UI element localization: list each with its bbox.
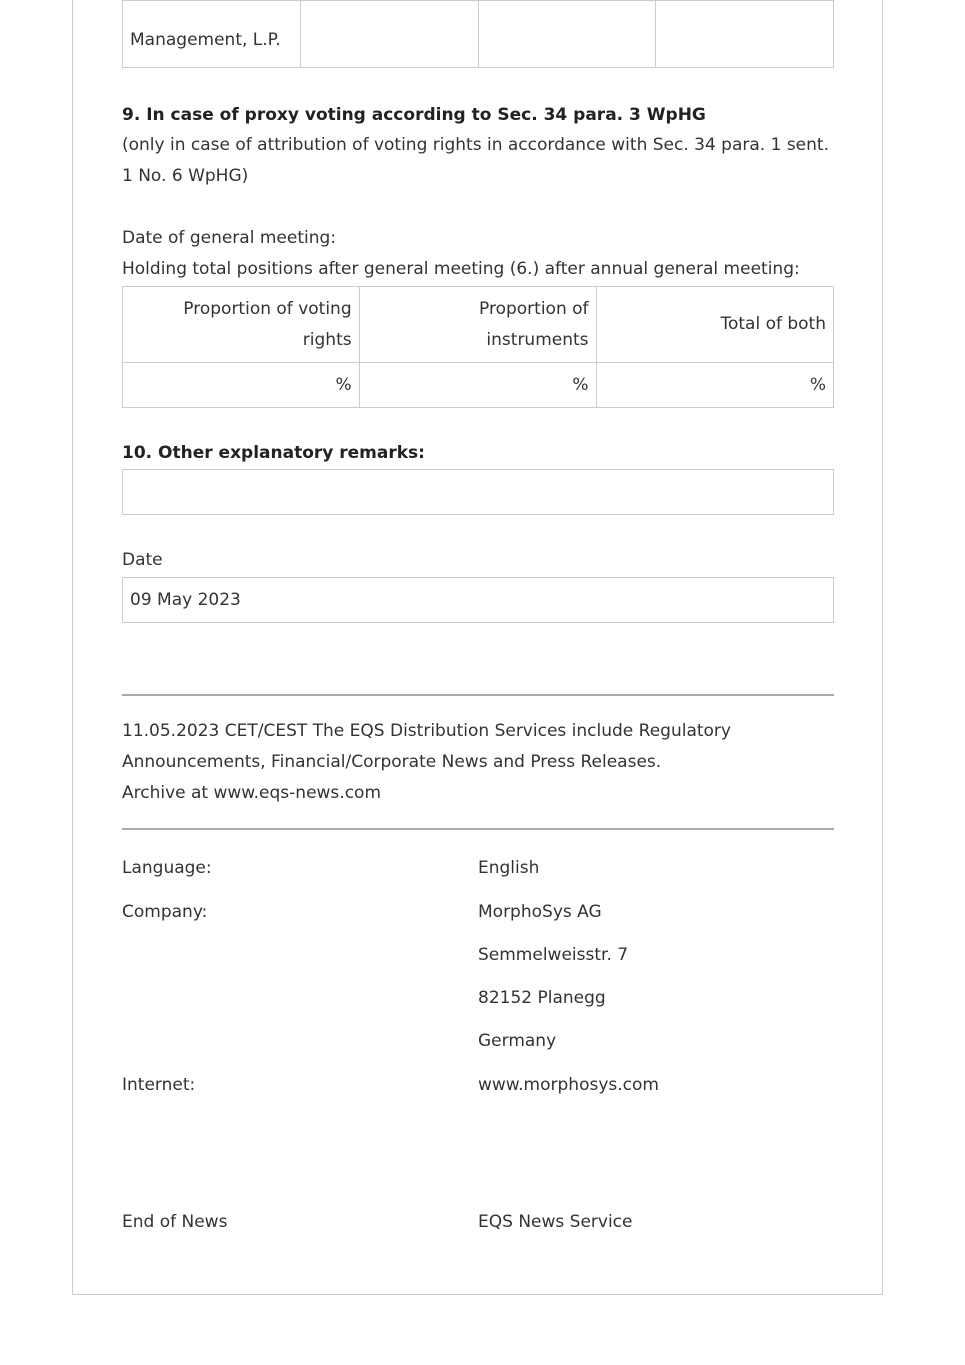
company-label: Company:	[122, 902, 208, 922]
remarks-box	[122, 469, 834, 515]
company-street: Semmelweisstr. 7	[478, 945, 629, 965]
company-country: Germany	[478, 1031, 557, 1051]
language-label: Language:	[122, 858, 212, 878]
holdings-table	[122, 286, 834, 408]
end-of-news: End of News	[122, 1212, 228, 1232]
divider-top	[122, 694, 834, 696]
section9-heading: 9. In case of proxy voting according to Sec. 34 para. 3 WpHG	[122, 105, 706, 125]
company-name: MorphoSys AG	[478, 902, 602, 922]
section9-note: (only in case of attribution of voting rights in accordance with Sec. 34 para. 1 sent. 1 No. 6 WpHG)	[122, 135, 829, 186]
internet-link[interactable]: www.morphosys.com	[478, 1075, 659, 1095]
section10-heading: 10. Other explanatory remarks:	[122, 443, 425, 463]
value-total: %	[596, 363, 833, 408]
date-box	[122, 577, 834, 623]
header-instruments: Proportion of instruments	[359, 287, 596, 363]
header-voting-rights: Proportion of voting rights	[123, 287, 360, 363]
news-service: EQS News Service	[478, 1212, 633, 1232]
distribution-line-1: 11.05.2023 CET/CEST The EQS Distribution Services include Regulatory	[122, 721, 731, 741]
divider-bottom	[122, 828, 834, 830]
remarks-value	[123, 470, 834, 515]
holding-positions-label: Holding total positions after general meeting (6.) after annual general meeting:	[122, 259, 800, 279]
date-label: Date	[122, 550, 163, 570]
page-sheet	[72, 0, 883, 1295]
distribution-line-2: Announcements, Financial/Corporate News and Press Releases.	[122, 752, 662, 772]
previous-table-fragment	[122, 0, 834, 68]
internet-label: Internet:	[122, 1075, 196, 1095]
previous-table-cell: Management, L.P.	[130, 30, 281, 50]
company-city: 82152 Planegg	[478, 988, 606, 1008]
language-value: English	[478, 858, 540, 878]
general-meeting-date-label: Date of general meeting:	[122, 228, 337, 248]
date-value: 09 May 2023	[123, 578, 834, 623]
value-instruments: %	[359, 363, 596, 408]
header-total: Total of both	[596, 287, 833, 363]
value-voting-rights: %	[123, 363, 360, 408]
archive-line: Archive at www.eqs-news.com	[122, 783, 382, 803]
